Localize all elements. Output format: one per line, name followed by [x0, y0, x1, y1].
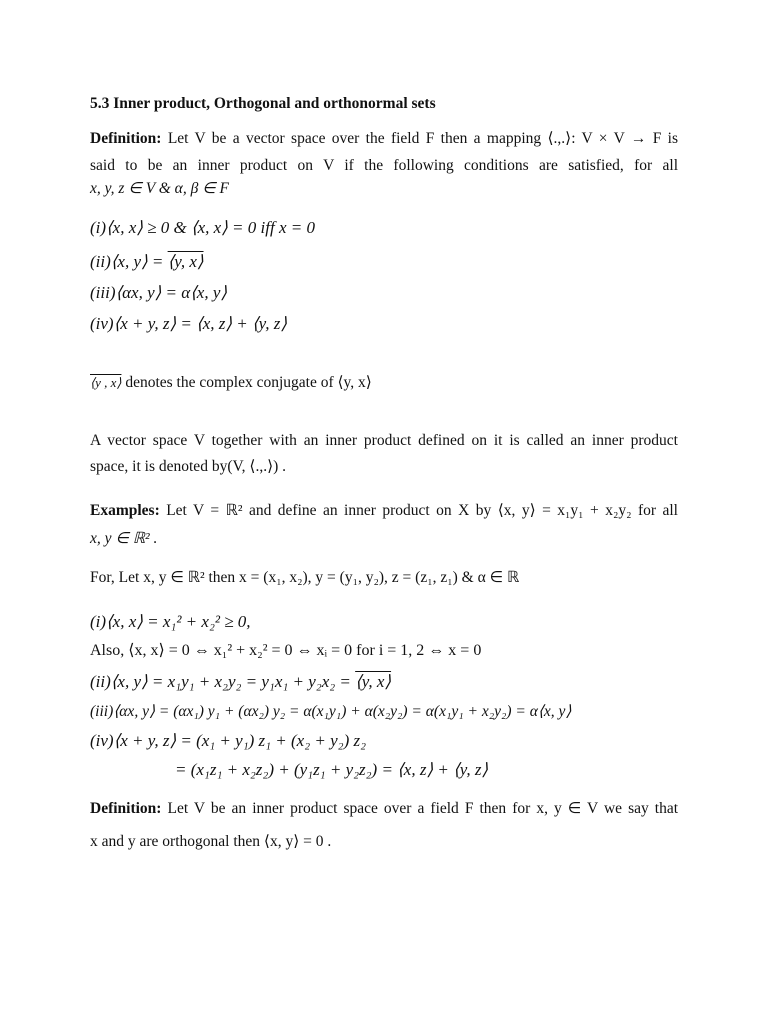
section-heading: 5.3 Inner product, Orthogonal and orthonormal sets: [90, 95, 436, 112]
proof-num: (iv): [90, 731, 114, 750]
conjugate-symbol: ⟨y , x⟩: [90, 375, 122, 390]
examples-label: Examples:: [90, 502, 160, 519]
proof-ii: [90, 672, 678, 692]
proof-text: ⟨αx, y⟩ = (αx₁) y₁ + (αx₂) y₂ = α(x₁y₁) + α(x₂y₂) = α(x₁y₁ + x₂y₂) = α⟨x, y⟩: [113, 703, 572, 720]
definition1-line1: [90, 129, 678, 149]
proof-text: ⟨x, x⟩ = x₁² + x₂² ≥ 0,: [106, 612, 251, 631]
for-let-line: For, Let x, y ∈ ℝ² then x = (x₁, x₂), y = (y₁, y₂), z = (z₁, z₁) & α ∈ ℝ: [90, 569, 520, 586]
definition1-line2: said to be an inner product on V if the following conditions are satisfied, for all: [90, 157, 678, 174]
proof-iv-continued: [175, 760, 675, 780]
definition1-line3: x, y, z ∈ V & α, β ∈ F: [90, 180, 230, 197]
condition-i: [90, 218, 678, 238]
proof-iv: [90, 731, 678, 751]
proof-text: Also, ⟨x, x⟩ = 0 ⇔ x₁² + x₂² = 0 ⇔ xᵢ = 0 for i = 1, 2 ⇔ x = 0: [90, 642, 482, 659]
conjugate-overline: ⟨y, x⟩: [167, 252, 204, 271]
proof-text: = (x₁z₁ + x₂z₂) + (y₁z₁ + y₂z₂) = ⟨x, z⟩ + ⟨y, z⟩: [175, 760, 489, 779]
condition-iii: [90, 283, 678, 303]
vector-space-line1: A vector space V together with an inner product defined on it is called an inner product: [90, 432, 678, 449]
definition2-line2: x and y are orthogonal then ⟨x, y⟩ = 0 .: [90, 833, 332, 850]
condition-text: ⟨x, x⟩ ≥ 0 & ⟨x, x⟩ = 0 iff x = 0: [106, 218, 315, 237]
condition-num: (iv): [90, 314, 114, 333]
condition-text: ⟨αx, y⟩ = α⟨x, y⟩: [115, 283, 228, 302]
proof-num: (ii): [90, 672, 111, 691]
proof-iii: [90, 702, 678, 722]
condition-num: (i): [90, 218, 107, 237]
proof-num: (i): [90, 612, 107, 631]
definition1-label: Definition:: [90, 130, 162, 147]
conjugate-note: [90, 373, 678, 393]
examples-line2: x, y ∈ ℝ² .: [90, 530, 158, 547]
proof-num: (iii): [90, 703, 114, 720]
definition2-text1: Let V be an inner product space over a field F then for x, y ∈ V we say that: [167, 800, 679, 817]
definition2-line1: [90, 799, 678, 819]
vector-space-line2: space, it is denoted by(V, ⟨.,.⟩) .: [90, 458, 287, 475]
proof-i: [90, 612, 678, 632]
definition2-label: Definition:: [90, 800, 162, 817]
condition-text: ⟨x + y, z⟩ = ⟨x, z⟩ + ⟨y, z⟩: [113, 314, 287, 333]
proof-text: ⟨x + y, z⟩ = (x₁ + y₁) z₁ + (x₂ + y₂) z₂: [113, 731, 367, 750]
examples-line1: [90, 501, 678, 521]
proof-also: [90, 641, 678, 661]
examples-text1: Let V = ℝ² and define an inner product on X by ⟨x, y⟩ = x₁y₁ + x₂y₂ for all: [166, 502, 678, 519]
condition-num: (ii): [90, 252, 111, 271]
condition-text: ⟨x, y⟩ =: [110, 252, 168, 271]
proof-text: ⟨x, y⟩ = x₁y₁ + x₂y₂ = y₁x₁ + y₂x₂ =: [110, 672, 356, 691]
conjugate-overline: ⟨y, x⟩: [355, 672, 392, 691]
definition1-text1: Let V be a vector space over the field F then a mapping ⟨.,.⟩: V × V → F is: [167, 130, 679, 147]
condition-num: (iii): [90, 283, 116, 302]
conjugate-text: denotes the complex conjugate of ⟨y, x⟩: [121, 374, 372, 391]
condition-iv: [90, 314, 678, 334]
condition-ii: [90, 252, 678, 272]
